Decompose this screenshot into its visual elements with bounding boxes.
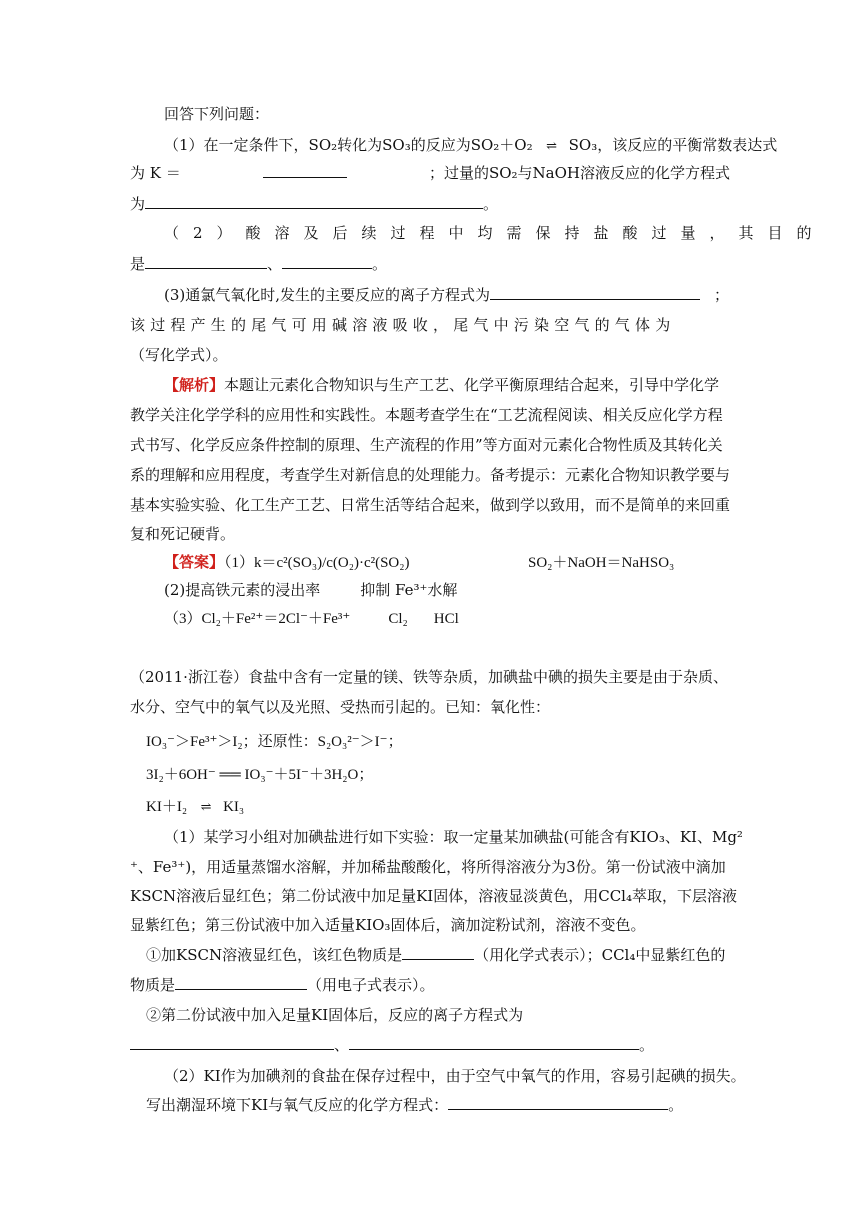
s2-p1-1: （1）某学习小组对加碘盐进行如下实验：取一定量某加碘盐(可能含有KIO₃、KI、Mg² bbox=[164, 828, 743, 846]
s2-qb-line-2 bbox=[130, 1035, 654, 1055]
analysis-line-4 bbox=[130, 465, 730, 485]
analysis-line-3 bbox=[130, 435, 723, 455]
analysis-text-5: 基本实验实验、化工生产工艺、日常生活等结合起来，做到学以致用，而不是简单的来回重 bbox=[130, 496, 731, 514]
intro-text: 回答下列问题： bbox=[164, 105, 270, 123]
answer-line-2 bbox=[164, 580, 457, 600]
analysis-text-2: 教学关注化学学科的应用性和实践性。本题考查学生在“工艺流程阅读、相关反应化学方程 bbox=[130, 406, 723, 424]
s2-fact-line-2 bbox=[146, 764, 373, 785]
analysis-line-2 bbox=[130, 405, 723, 425]
analysis-tag: 【解析】 bbox=[164, 376, 225, 394]
s2-fact-line-1 bbox=[146, 731, 403, 752]
s2-qb-sep: 、 bbox=[334, 1036, 350, 1054]
answer-line-1b bbox=[528, 552, 674, 573]
equilibrium-arrow-icon: ⇌ bbox=[546, 139, 556, 154]
s2-p1-2: ⁺、Fe³⁺)，用适量蒸馏水溶解，并加稀盐酸酸化，将所得溶液分为3份。第一份试液中滴加 bbox=[130, 858, 726, 876]
s2-intro-line-1 bbox=[130, 667, 728, 687]
q3-line-2 bbox=[130, 315, 675, 335]
q3-text-d: （写化学式）。 bbox=[130, 346, 228, 364]
s2-intro-2: 水分、空气中的氧气以及光照、受热而引起的。已知：氧化性： bbox=[130, 698, 551, 716]
s2-qa-2: （用化学式表示）；CCl₄中显紫红色的 bbox=[474, 946, 726, 964]
s2-p1-3: KSCN溶液后显红色；第二份试液中加足量KI固体，溶液显淡黄色，用CCl₄萃取，下层溶液 bbox=[130, 887, 737, 905]
s2-p2-2: 写出潮湿环境下KI与氧气反应的化学方程式： bbox=[146, 1096, 449, 1114]
s2-qa-blank-2[interactable] bbox=[175, 975, 307, 990]
s2-p2-1: （2）KI作为加碘剂的食盐在保存过程中，由于空气中氧气的作用，容易引起碘的损失。 bbox=[164, 1067, 746, 1085]
s2-p1-line-4 bbox=[130, 915, 645, 935]
s2-p2-blank[interactable] bbox=[448, 1095, 668, 1110]
s2-qa-line-2 bbox=[130, 975, 435, 995]
s2-p1-line-1 bbox=[164, 827, 743, 847]
answer-2a: (2)提高铁元素的浸出率 bbox=[164, 581, 321, 599]
s2-qb-end: 。 bbox=[639, 1036, 655, 1054]
q2-text-a: （2）酸溶及后续过程中均需保持盐酸过量，其目的 bbox=[164, 224, 826, 242]
s2-qa-3: 物质是 bbox=[130, 976, 176, 994]
q1-text-d: ；过量的SO₂与NaOH溶液反应的化学方程式 bbox=[428, 164, 730, 182]
q2-end: 。 bbox=[372, 255, 388, 273]
analysis-text-6: 复和死记硬背。 bbox=[130, 525, 236, 543]
q1-equation-blank[interactable] bbox=[145, 194, 483, 209]
q2-sep: 、 bbox=[267, 255, 283, 273]
q1-line-1 bbox=[164, 135, 777, 157]
s2-qa-4: （用电子式表示）。 bbox=[307, 976, 435, 994]
s2-fact-2: 3I₂＋6OH⁻ ══ IO₃⁻＋5I⁻＋3H₂O； bbox=[146, 767, 374, 783]
s2-intro-line-2 bbox=[130, 697, 550, 717]
q3-text-c: 该过程产生的尾气可用碱溶液吸收，尾气中污染空气的气体为 bbox=[130, 316, 676, 334]
s2-intro-1: （2011·浙江卷）食盐中含有一定量的镁、铁等杂质，加碘盐中碘的损失主要是由于杂质、 bbox=[130, 668, 728, 686]
answer-line-1 bbox=[164, 552, 410, 573]
s2-qa-blank-1[interactable] bbox=[402, 945, 474, 960]
q2-line-2 bbox=[130, 254, 387, 274]
q1-text-b: SO₃，该反应的平衡常数表达式 bbox=[568, 136, 778, 154]
q1-text-a: （1）在一定条件下，SO₂转化为SO₃的反应为SO₂＋O₂ bbox=[164, 136, 533, 154]
answer-3c: HCl bbox=[433, 611, 459, 627]
s2-p1-line-2 bbox=[130, 857, 726, 877]
s2-p2-line-2 bbox=[146, 1095, 683, 1115]
analysis-line-6 bbox=[130, 524, 235, 544]
q1-line-2 bbox=[130, 163, 730, 183]
answer-1-k: （1）k＝c²(SO₃)/c(O₂)·c²(SO₂) bbox=[224, 555, 410, 571]
s2-fact-3a: KI＋I₂ bbox=[146, 799, 188, 815]
s2-fact-line-3 bbox=[146, 796, 244, 818]
q2-blank-1[interactable] bbox=[145, 254, 267, 269]
s2-qb-blank-1[interactable] bbox=[130, 1035, 334, 1050]
q3-line-1 bbox=[164, 285, 729, 305]
s2-qa-1: ①加KSCN溶液显红色，该红色物质是 bbox=[146, 946, 403, 964]
q1-k-blank[interactable] bbox=[263, 163, 347, 178]
answer-1-equation: SO₂＋NaOH＝NaHSO₃ bbox=[528, 555, 675, 571]
analysis-text-4: 系的理解和应用程度，考查学生对新信息的处理能力。备考提示：元素化合物知识教学要与 bbox=[130, 466, 731, 484]
intro-line bbox=[164, 104, 269, 124]
q3-line-3 bbox=[130, 345, 228, 365]
s2-p2-end: 。 bbox=[668, 1096, 684, 1114]
q1-line-3 bbox=[130, 194, 498, 214]
s2-fact-3b: KI₃ bbox=[223, 799, 245, 815]
s2-p1-line-3 bbox=[130, 886, 737, 906]
equilibrium-arrow-icon: ⇌ bbox=[200, 800, 210, 815]
analysis-text-1: 本题让元素化合物知识与生产工艺、化学平衡原理结合起来，引导中学化学 bbox=[224, 376, 720, 394]
s2-qb-line-1 bbox=[146, 1005, 523, 1025]
s2-qa-line-1 bbox=[146, 945, 725, 965]
q1-text-e: 为 bbox=[130, 195, 146, 213]
answer-tag: 【答案】 bbox=[164, 553, 225, 571]
s2-qb-blank-2[interactable] bbox=[349, 1035, 639, 1050]
q1-text-c: 为 K ＝ bbox=[130, 164, 181, 182]
q3-blank[interactable] bbox=[490, 285, 700, 300]
s2-p2-line-1 bbox=[164, 1066, 746, 1086]
s2-fact-1: IO₃⁻＞Fe³⁺＞I₂；还原性：S₂O₃²⁻＞I⁻； bbox=[146, 734, 403, 750]
q1-text-f: 。 bbox=[483, 195, 499, 213]
q2-line-1 bbox=[164, 223, 826, 243]
answer-2b: 抑制 Fe³⁺水解 bbox=[360, 581, 458, 599]
analysis-line-1 bbox=[164, 375, 719, 395]
q3-text-b: ； bbox=[714, 286, 730, 304]
analysis-text-3: 式书写、化学反应条件控制的原理、生产流程的作用”等方面对元素化合物性质及其转化关 bbox=[130, 436, 723, 454]
q3-text-a: (3)通氯气氧化时,发生的主要反应的离子方程式为 bbox=[164, 286, 491, 304]
s2-qb-1: ②第二份试液中加入足量KI固体后，反应的离子方程式为 bbox=[146, 1006, 524, 1024]
answer-line-3 bbox=[164, 608, 459, 629]
q2-blank-2[interactable] bbox=[282, 254, 372, 269]
s2-p1-4: 显紫红色；第三份试液中加入适量KIO₃固体后，滴加淀粉试剂，溶液不变色。 bbox=[130, 916, 646, 934]
answer-3b: Cl₂ bbox=[388, 611, 408, 627]
answer-3a: （3）Cl₂＋Fe²⁺＝2Cl⁻＋Fe³⁺ bbox=[164, 611, 351, 627]
analysis-line-5 bbox=[130, 495, 730, 515]
q2-text-b: 是 bbox=[130, 255, 146, 273]
